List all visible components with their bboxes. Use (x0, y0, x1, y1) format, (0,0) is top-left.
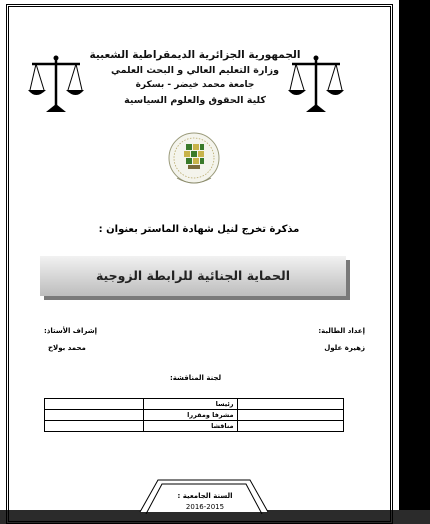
memo-subtitle: مذكرة تخرج لنيل شهادة الماستر بعنوان : (98, 224, 300, 235)
academic-year-label: السنة الجامعية : (177, 492, 233, 500)
header-republic: الجمهورية الجزائرية الديمقراطية الشعبية (89, 49, 301, 61)
academic-year-value: 2016-2015 (185, 503, 225, 511)
jury-cell (45, 421, 144, 432)
thesis-title: الحماية الجنائية للرابطة الزوجية (95, 268, 291, 283)
header-faculty: كلية الحقوق والعلوم السياسية (124, 95, 266, 106)
jury-cell (45, 410, 144, 421)
header-university: جامعة محمد خيضر - بسكرة (135, 80, 255, 90)
institution-header (70, 48, 320, 108)
header-ministry: وزارة التعليم العالي و البحث العلمي (111, 65, 279, 76)
student-name: زهيرة علول (324, 344, 365, 352)
jury-cell (237, 410, 343, 421)
table-row (45, 421, 344, 432)
jury-role: مناقشا (144, 421, 238, 432)
university-emblem-icon (167, 130, 221, 190)
student-label: إعداد الطالبة: (318, 327, 365, 335)
thesis-title-box (40, 256, 346, 296)
jury-label: لجنة المناقشة: (170, 374, 222, 382)
outer-dark-border (399, 0, 430, 510)
jury-cell (237, 399, 343, 410)
supervisor-name: محمد بولاح (48, 344, 86, 352)
supervisor-label: إشراف الأستاذ: (44, 327, 97, 335)
jury-role: رئيسا (144, 399, 238, 410)
jury-cell (237, 421, 343, 432)
jury-table (44, 398, 344, 432)
table-row (45, 399, 344, 410)
jury-cell (45, 399, 144, 410)
jury-role: مشرفا ومقررا (144, 410, 238, 421)
table-row (45, 410, 344, 421)
